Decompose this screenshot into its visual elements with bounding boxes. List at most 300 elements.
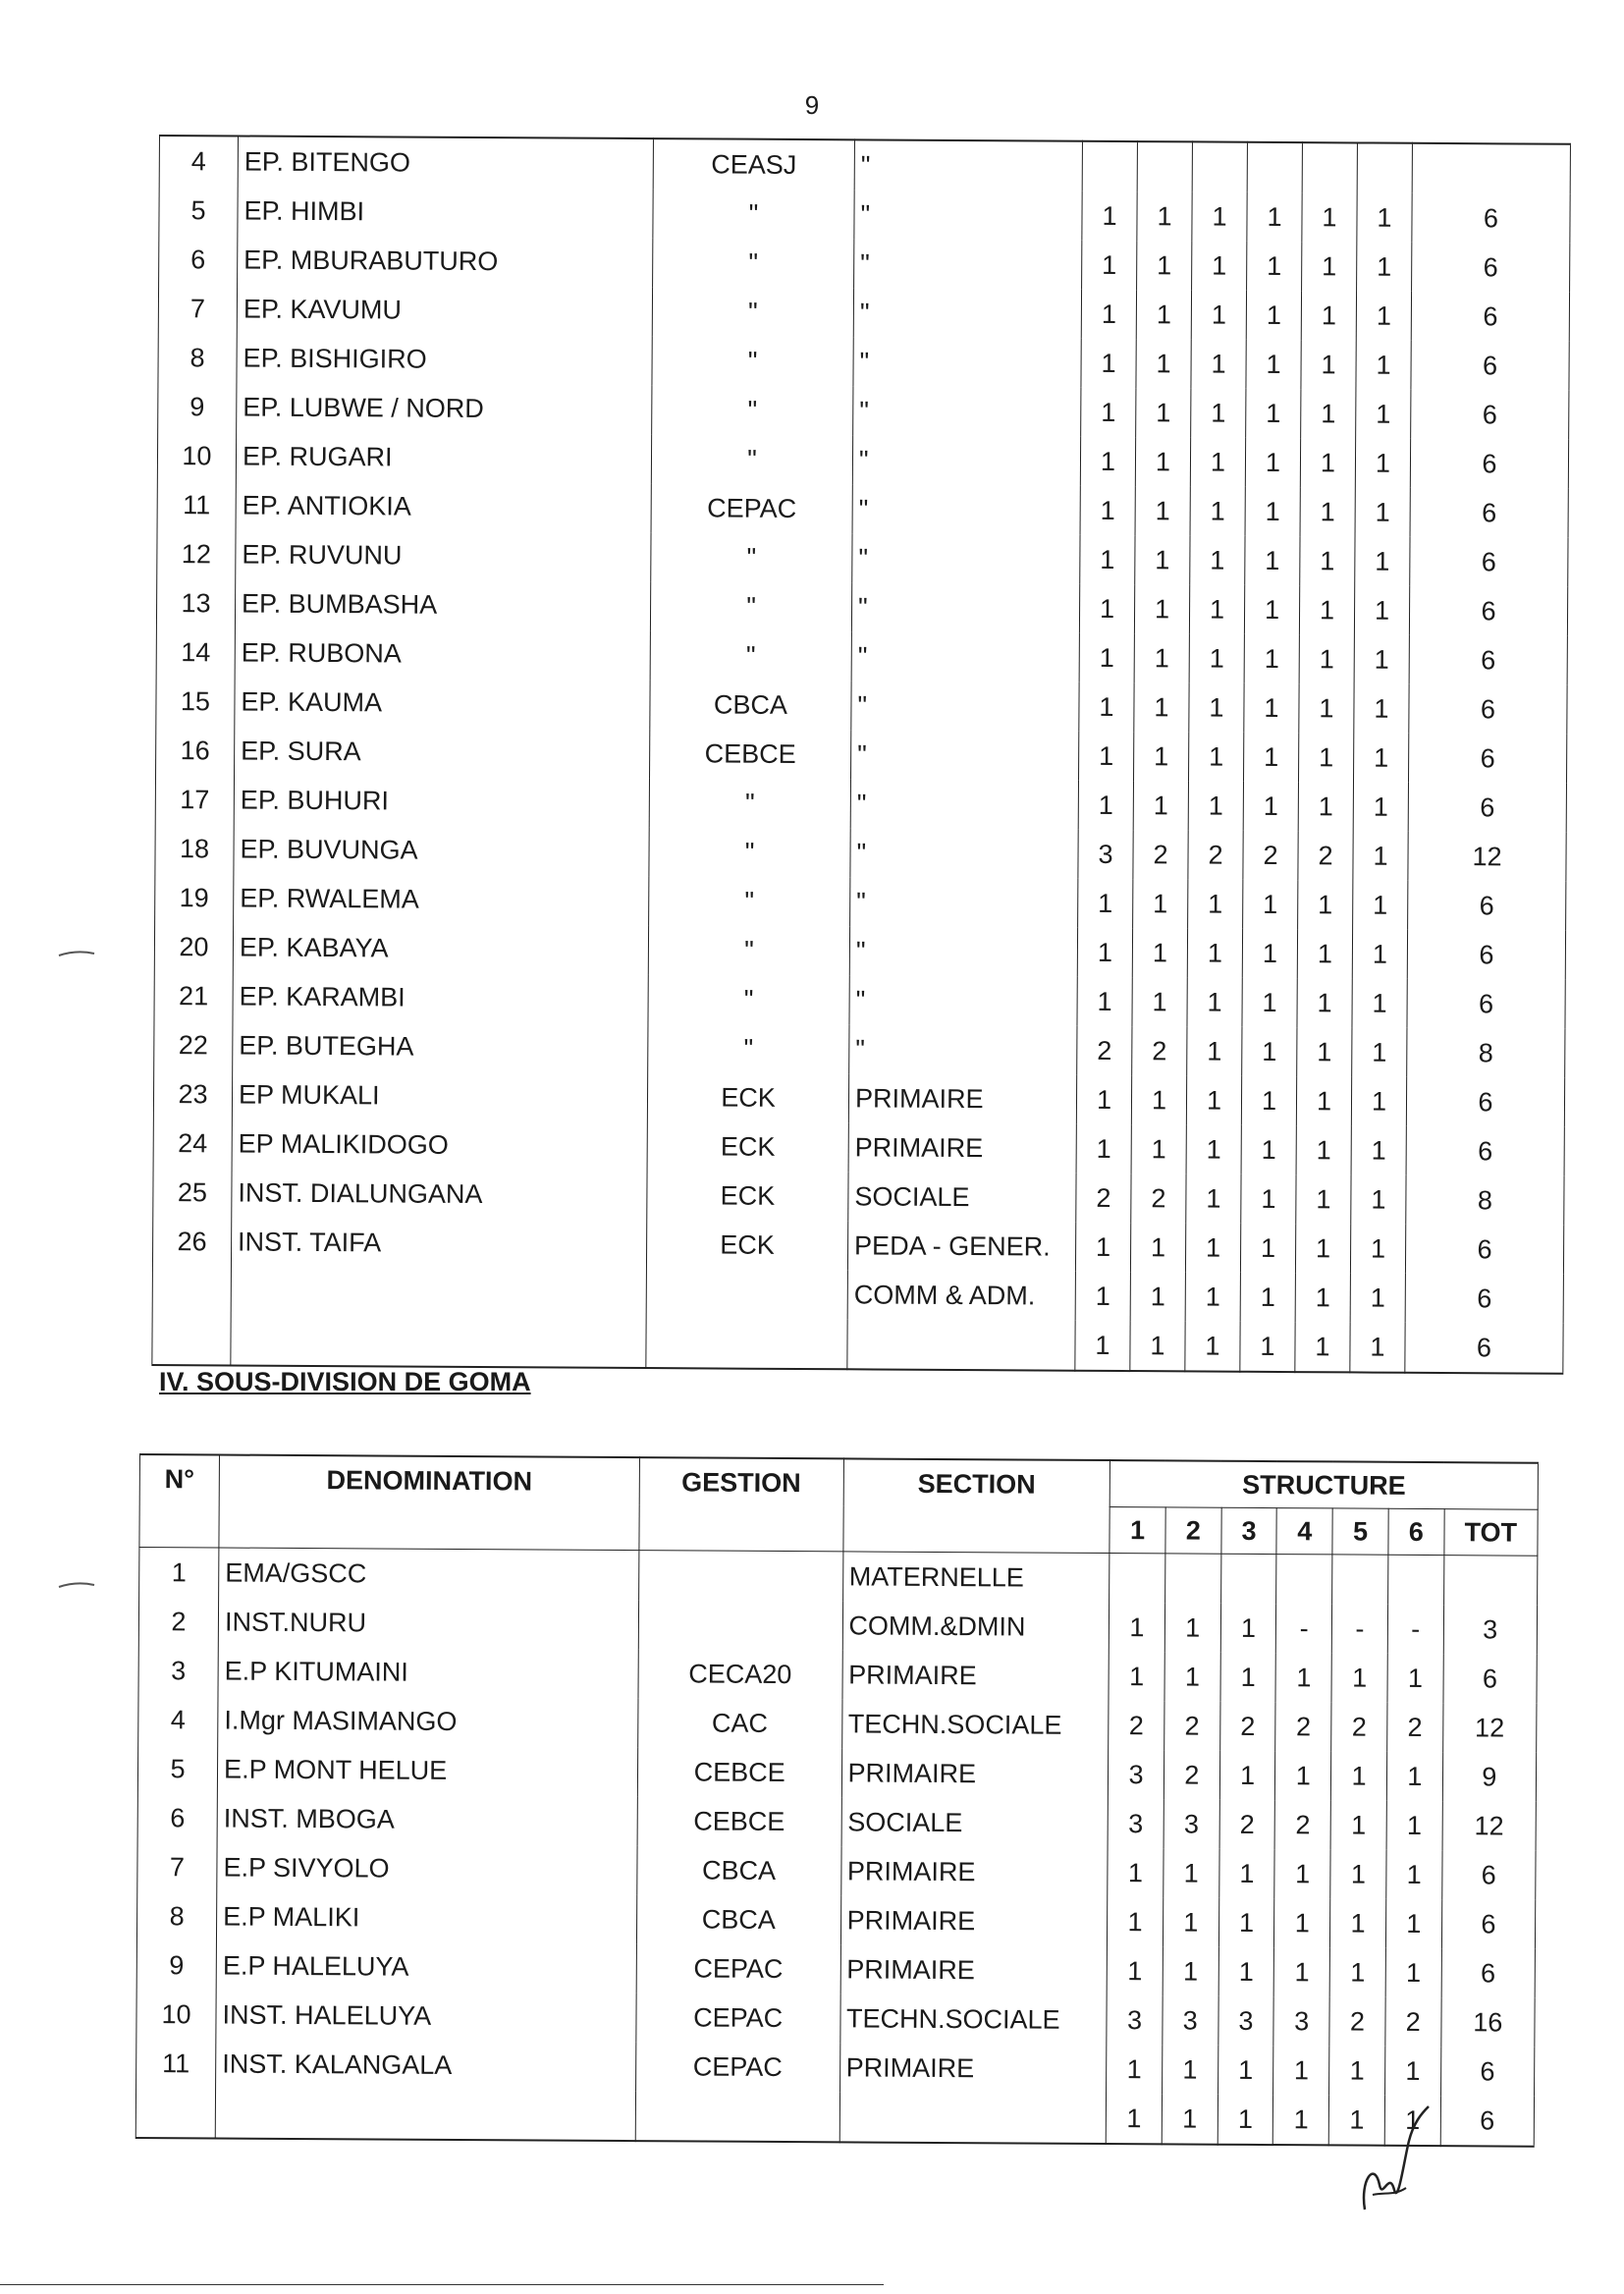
table-row bbox=[153, 1168, 1564, 1226]
table-row bbox=[152, 1315, 1563, 1374]
structure-year-6: - bbox=[1387, 1605, 1443, 1654]
row-number: 13 bbox=[156, 578, 235, 628]
section-cell: " bbox=[854, 239, 1082, 289]
structure-year-6: 1 bbox=[1352, 929, 1407, 978]
structure-year-4: 1 bbox=[1242, 1027, 1297, 1076]
structure-year-4: 1 bbox=[1274, 1849, 1330, 1898]
structure-year-1: 1 bbox=[1078, 732, 1133, 781]
structure-year-2: 1 bbox=[1136, 290, 1191, 339]
school-name: INST. TAIFA bbox=[231, 1217, 646, 1269]
table-row bbox=[137, 1842, 1536, 1900]
table-row bbox=[137, 1744, 1536, 1802]
header-col-4: 4 bbox=[1276, 1508, 1332, 1555]
table-row bbox=[156, 578, 1567, 636]
structure-year-3: 1 bbox=[1191, 290, 1246, 339]
table-row bbox=[136, 1940, 1535, 1998]
structure-year-5: 1 bbox=[1330, 1800, 1386, 1849]
structure-year-2: 3 bbox=[1163, 1995, 1218, 2045]
structure-year-1: 1 bbox=[1081, 339, 1136, 388]
school-name: EP. BUTEGHA bbox=[233, 1020, 648, 1072]
structure-total: 12 bbox=[1442, 1801, 1537, 1851]
section-cell: SOCIALE bbox=[848, 1172, 1076, 1222]
structure-year-1: 1 bbox=[1080, 535, 1135, 584]
structure-total: 6 bbox=[1407, 930, 1565, 980]
structure-year-4: - bbox=[1276, 1604, 1332, 1653]
structure-year-2: 1 bbox=[1134, 683, 1189, 732]
structure-total: 6 bbox=[1440, 2047, 1535, 2097]
structure-year-6: 1 bbox=[1350, 1224, 1405, 1273]
row-number: 10 bbox=[136, 1990, 216, 2039]
table-row bbox=[138, 1597, 1537, 1655]
row-number: 15 bbox=[156, 677, 235, 726]
structure-year-3: 1 bbox=[1188, 879, 1243, 928]
header-col-2: 2 bbox=[1165, 1507, 1221, 1554]
gestion-cell: CEBCE bbox=[650, 729, 851, 779]
school-name: EP. KARAMBI bbox=[233, 971, 648, 1023]
structure-year-4: 1 bbox=[1275, 1653, 1331, 1702]
row-number: 24 bbox=[153, 1119, 232, 1168]
school-name: INST.NURU bbox=[218, 1597, 638, 1649]
structure-year-2: 2 bbox=[1131, 1174, 1186, 1223]
structure-year-5: 1 bbox=[1298, 880, 1353, 929]
structure-year-6: 1 bbox=[1354, 683, 1409, 733]
structure-total: 6 bbox=[1443, 1654, 1538, 1704]
table-row bbox=[155, 824, 1566, 882]
row-number: 6 bbox=[137, 1793, 217, 1842]
structure-total: 6 bbox=[1412, 193, 1570, 244]
table-row bbox=[154, 1020, 1565, 1078]
school-name: EP. LUBWE / NORD bbox=[237, 382, 652, 434]
structure-year-5: 1 bbox=[1297, 929, 1352, 978]
structure-total: 9 bbox=[1442, 1752, 1537, 1802]
gestion-cell: " bbox=[652, 385, 853, 435]
structure-year-4: 1 bbox=[1242, 978, 1297, 1027]
school-name: EP. BUVUNGA bbox=[234, 824, 649, 876]
structure-year-5: 1 bbox=[1302, 192, 1357, 242]
structure-total: 16 bbox=[1440, 1997, 1535, 2048]
structure-year-2: 1 bbox=[1162, 2094, 1218, 2144]
row-number: 20 bbox=[154, 922, 233, 971]
structure-year-3: 1 bbox=[1220, 1604, 1276, 1653]
structure-year-2: 2 bbox=[1164, 1750, 1219, 1799]
section-cell: COMM & ADM. bbox=[847, 1270, 1075, 1320]
section-cell: PRIMAIRE bbox=[842, 1650, 1110, 1701]
school-name: INST. HALELUYA bbox=[216, 1990, 636, 2042]
structure-year-1: 1 bbox=[1082, 241, 1137, 290]
row-number: 1 bbox=[139, 1548, 219, 1598]
school-name: INST. DIALUNGANA bbox=[232, 1168, 647, 1220]
gestion-cell: " bbox=[653, 238, 854, 288]
row-number: 25 bbox=[153, 1168, 232, 1217]
section-cell: " bbox=[849, 1024, 1077, 1074]
structure-year-5: 1 bbox=[1295, 1224, 1350, 1273]
structure-year-5: 1 bbox=[1298, 782, 1353, 831]
structure-year-3: 1 bbox=[1190, 486, 1245, 535]
structure-year-6: 1 bbox=[1385, 1948, 1441, 1997]
section-cell: " bbox=[850, 828, 1078, 878]
table-row bbox=[159, 186, 1570, 244]
structure-year-1: 1 bbox=[1080, 437, 1135, 486]
structure-year-1: 3 bbox=[1078, 830, 1133, 879]
structure-year-1: 1 bbox=[1078, 879, 1133, 928]
structure-year-3 bbox=[1220, 1554, 1276, 1604]
structure-year-2: 1 bbox=[1135, 535, 1190, 584]
structure-year-6: 1 bbox=[1352, 1027, 1407, 1076]
row-number: 11 bbox=[157, 480, 236, 529]
school-name: EP. RUBONA bbox=[235, 628, 650, 680]
structure-total: 6 bbox=[1405, 1225, 1563, 1275]
structure-year-1: 2 bbox=[1109, 1701, 1164, 1750]
structure-total: 6 bbox=[1410, 439, 1568, 489]
structure-year-3: 1 bbox=[1189, 584, 1244, 633]
structure-year-1: 1 bbox=[1107, 1946, 1163, 1995]
goma-schools-table bbox=[135, 1453, 1539, 2148]
structure-year-4: 1 bbox=[1244, 585, 1299, 634]
structure-year-3 bbox=[1192, 141, 1247, 191]
structure-year-6: 1 bbox=[1353, 880, 1408, 929]
row-number: 14 bbox=[156, 628, 235, 677]
structure-year-2: 1 bbox=[1134, 633, 1189, 683]
table-row bbox=[154, 971, 1565, 1029]
structure-year-2: 1 bbox=[1130, 1321, 1185, 1371]
gestion-cell bbox=[646, 1269, 847, 1319]
structure-year-6: 1 bbox=[1351, 1125, 1406, 1174]
structure-year-1: 1 bbox=[1076, 1124, 1131, 1174]
structure-year-2: 1 bbox=[1162, 2045, 1218, 2094]
structure-total: 8 bbox=[1407, 1028, 1565, 1078]
header-section: SECTION bbox=[842, 1458, 1110, 1553]
table-row bbox=[158, 382, 1569, 440]
structure-year-4: 1 bbox=[1246, 340, 1301, 389]
structure-year-3: 2 bbox=[1188, 830, 1243, 879]
structure-year-2: 1 bbox=[1136, 339, 1191, 388]
gestion-cell: " bbox=[652, 336, 853, 386]
table-row bbox=[159, 235, 1570, 293]
structure-year-4: 1 bbox=[1242, 929, 1297, 978]
signature-mark bbox=[1355, 2102, 1434, 2219]
school-name: I.Mgr MASIMANGO bbox=[218, 1695, 638, 1747]
structure-year-6: 2 bbox=[1387, 1703, 1443, 1752]
structure-total: 6 bbox=[1406, 1077, 1564, 1127]
structure-year-4: 1 bbox=[1273, 2095, 1329, 2145]
school-name: EP. MBURABUTURO bbox=[238, 235, 653, 287]
table-row bbox=[137, 1793, 1536, 1851]
section-cell: PEDA - GENER. bbox=[847, 1221, 1075, 1271]
section-cell: PRIMAIRE bbox=[848, 1122, 1076, 1173]
structure-year-5: - bbox=[1331, 1604, 1387, 1653]
structure-total: 6 bbox=[1440, 2096, 1535, 2147]
row-number: 11 bbox=[136, 2039, 216, 2088]
structure-year-6: 1 bbox=[1384, 2096, 1440, 2146]
structure-year-3: 1 bbox=[1218, 2095, 1273, 2145]
section-cell: " bbox=[851, 730, 1079, 780]
structure-total: 6 bbox=[1405, 1274, 1563, 1324]
structure-total: 6 bbox=[1408, 881, 1566, 931]
structure-year-3: 2 bbox=[1219, 1702, 1275, 1751]
row-number: 5 bbox=[137, 1744, 217, 1793]
structure-year-3: 1 bbox=[1185, 1223, 1240, 1272]
section-cell: " bbox=[854, 139, 1082, 191]
structure-year-5: 1 bbox=[1299, 634, 1354, 683]
structure-total: 6 bbox=[1407, 979, 1565, 1029]
gestion-cell: " bbox=[649, 827, 850, 877]
school-name: EP. HIMBI bbox=[238, 186, 653, 238]
structure-year-1: 1 bbox=[1075, 1272, 1130, 1321]
structure-year-3: 1 bbox=[1220, 1653, 1276, 1702]
structure-year-5: 2 bbox=[1331, 1702, 1387, 1751]
section-cell: " bbox=[851, 681, 1079, 731]
schools-table-continued bbox=[151, 135, 1571, 1375]
structure-year-3: 1 bbox=[1186, 1174, 1241, 1223]
table-header bbox=[139, 1454, 1539, 1556]
table-row bbox=[136, 1990, 1535, 2048]
school-name: EP. KAUMA bbox=[235, 677, 650, 729]
row-number: 18 bbox=[155, 824, 234, 873]
structure-year-3: 1 bbox=[1185, 1272, 1240, 1321]
structure-total: 8 bbox=[1406, 1175, 1564, 1226]
structure-total: 6 bbox=[1409, 684, 1567, 735]
structure-year-4: 1 bbox=[1273, 2046, 1329, 2095]
structure-year-6: 1 bbox=[1355, 536, 1410, 585]
structure-total: 6 bbox=[1409, 635, 1567, 685]
table-row bbox=[152, 1217, 1563, 1275]
structure-year-3: 1 bbox=[1218, 2046, 1273, 2095]
school-name bbox=[231, 1315, 646, 1368]
structure-year-5: 1 bbox=[1301, 340, 1356, 389]
structure-year-6: 1 bbox=[1386, 1850, 1442, 1899]
table-row bbox=[159, 136, 1570, 194]
structure-year-6: 1 bbox=[1386, 1801, 1442, 1850]
structure-year-2: 1 bbox=[1130, 1272, 1185, 1321]
gestion-cell: CECA20 bbox=[638, 1649, 842, 1699]
structure-year-3: 1 bbox=[1218, 1849, 1274, 1898]
section-cell: " bbox=[852, 484, 1080, 534]
structure-year-1: 1 bbox=[1109, 1652, 1164, 1701]
structure-year-4: 1 bbox=[1244, 683, 1299, 733]
gestion-cell: ECK bbox=[647, 1171, 848, 1221]
school-name: E.P HALELUYA bbox=[216, 1940, 636, 1993]
structure-year-4: 1 bbox=[1240, 1322, 1295, 1372]
school-name: E.P MALIKI bbox=[217, 1891, 637, 1943]
structure-year-4: 1 bbox=[1245, 536, 1300, 585]
school-name: EP. SURA bbox=[235, 726, 650, 778]
structure-year-6: 1 bbox=[1354, 585, 1409, 634]
structure-year-6: 1 bbox=[1353, 782, 1408, 831]
table-row bbox=[155, 873, 1566, 931]
school-name: EP. BUHURI bbox=[234, 775, 649, 827]
structure-year-5: 1 bbox=[1300, 536, 1355, 585]
page-number: 9 bbox=[804, 90, 820, 120]
structure-year-5: 1 bbox=[1295, 1322, 1350, 1372]
gestion-cell: " bbox=[652, 287, 853, 337]
gestion-cell: CAC bbox=[637, 1698, 841, 1748]
row-number: 23 bbox=[153, 1069, 232, 1119]
row-number: 6 bbox=[159, 235, 238, 284]
structure-year-2: 1 bbox=[1163, 1946, 1218, 1995]
row-number: 2 bbox=[138, 1597, 218, 1646]
scan-mark bbox=[57, 948, 96, 959]
structure-year-5: 1 bbox=[1329, 1947, 1385, 1996]
table-row bbox=[136, 2039, 1535, 2097]
row-number bbox=[152, 1266, 231, 1315]
structure-year-2: 1 bbox=[1163, 1897, 1218, 1946]
section-cell: " bbox=[852, 435, 1080, 485]
structure-year-1: 1 bbox=[1108, 1848, 1164, 1897]
structure-year-3: 3 bbox=[1218, 1996, 1273, 2046]
header-col-3: 3 bbox=[1221, 1507, 1277, 1554]
structure-total: 6 bbox=[1411, 292, 1569, 342]
structure-year-3: 1 bbox=[1187, 977, 1242, 1026]
structure-year-1: 3 bbox=[1107, 1995, 1163, 2045]
structure-year-1 bbox=[1110, 1554, 1165, 1604]
structure-year-1: 1 bbox=[1080, 486, 1135, 535]
structure-year-3: 1 bbox=[1219, 1751, 1275, 1800]
bottom-rule bbox=[0, 2284, 884, 2285]
structure-year-4: 1 bbox=[1244, 634, 1299, 683]
gestion-cell: " bbox=[648, 925, 849, 975]
row-number: 9 bbox=[136, 1940, 216, 1990]
structure-year-4: 1 bbox=[1246, 389, 1301, 438]
structure-year-5: 1 bbox=[1328, 2095, 1384, 2145]
structure-year-3: 1 bbox=[1185, 1321, 1240, 1371]
gestion-cell: " bbox=[649, 778, 850, 828]
table-row bbox=[152, 1266, 1563, 1324]
row-number bbox=[152, 1315, 231, 1365]
structure-year-6: 1 bbox=[1356, 340, 1411, 389]
structure-year-6: 1 bbox=[1357, 242, 1412, 291]
school-name: E.P KITUMAINI bbox=[218, 1646, 638, 1698]
structure-year-6: 1 bbox=[1355, 487, 1410, 536]
table-row bbox=[138, 1695, 1537, 1753]
section-cell: PRIMAIRE bbox=[840, 1895, 1108, 1946]
section-cell: " bbox=[850, 779, 1078, 829]
structure-year-1: 1 bbox=[1075, 1223, 1130, 1272]
structure-year-4: 2 bbox=[1243, 831, 1298, 880]
structure-year-3: 1 bbox=[1189, 633, 1244, 683]
table-row bbox=[156, 677, 1567, 735]
row-number: 9 bbox=[158, 382, 237, 431]
structure-year-3: 1 bbox=[1191, 339, 1246, 388]
structure-year-2: 1 bbox=[1133, 781, 1188, 830]
structure-year-3: 1 bbox=[1218, 1898, 1274, 1947]
structure-year-3: 1 bbox=[1218, 1947, 1274, 1996]
structure-year-1: 1 bbox=[1108, 1897, 1164, 1946]
table-row bbox=[155, 775, 1566, 833]
structure-year-4: 1 bbox=[1240, 1224, 1295, 1273]
structure-year-2: 3 bbox=[1164, 1799, 1219, 1848]
structure-year-5: 1 bbox=[1330, 1849, 1386, 1898]
structure-year-4: 1 bbox=[1241, 1076, 1296, 1125]
school-name: E.P SIVYOLO bbox=[217, 1842, 637, 1894]
row-number: 26 bbox=[152, 1217, 231, 1266]
structure-year-1: 1 bbox=[1079, 633, 1134, 683]
gestion-cell: CEPAC bbox=[636, 1993, 840, 2043]
section-cell: " bbox=[854, 190, 1082, 240]
structure-year-5: 1 bbox=[1301, 291, 1356, 340]
structure-year-1: 1 bbox=[1081, 290, 1136, 339]
row-number: 7 bbox=[158, 284, 237, 333]
row-number: 10 bbox=[157, 431, 236, 480]
gestion-cell: CEBCE bbox=[637, 1796, 841, 1846]
structure-year-5 bbox=[1302, 142, 1357, 192]
scan-mark bbox=[57, 1579, 96, 1591]
structure-year-6: 1 bbox=[1353, 733, 1408, 782]
header-structure: STRUCTURE bbox=[1110, 1460, 1538, 1509]
structure-year-2: 1 bbox=[1164, 1848, 1219, 1897]
structure-year-2 bbox=[1164, 1554, 1220, 1604]
structure-total: 6 bbox=[1412, 243, 1570, 293]
structure-year-4: 1 bbox=[1274, 1898, 1330, 1947]
structure-year-2: 1 bbox=[1137, 241, 1192, 290]
structure-year-1: 1 bbox=[1076, 1075, 1131, 1124]
structure-year-1: 1 bbox=[1109, 1603, 1164, 1652]
structure-total: 12 bbox=[1408, 832, 1566, 882]
school-name: EP. RUGARI bbox=[236, 431, 651, 483]
structure-year-3: 1 bbox=[1188, 781, 1243, 830]
gestion-cell: CBCA bbox=[636, 1894, 840, 1944]
school-name: EP. RUVUNU bbox=[236, 529, 651, 581]
structure-year-5: 1 bbox=[1301, 389, 1356, 438]
gestion-cell bbox=[638, 1551, 842, 1602]
structure-year-6: 1 bbox=[1353, 831, 1408, 880]
structure-year-4: 2 bbox=[1275, 1702, 1331, 1751]
gestion-cell bbox=[635, 2091, 839, 2142]
header-col-1: 1 bbox=[1110, 1507, 1165, 1554]
section-cell: " bbox=[851, 582, 1079, 632]
structure-year-5: 1 bbox=[1331, 1751, 1387, 1800]
structure-year-6: 1 bbox=[1351, 1174, 1406, 1224]
gestion-cell: ECK bbox=[647, 1121, 848, 1172]
structure-year-4: 1 bbox=[1243, 733, 1298, 782]
structure-year-3: 1 bbox=[1191, 388, 1246, 437]
structure-year-3: 2 bbox=[1219, 1800, 1275, 1849]
structure-year-6: 1 bbox=[1351, 1076, 1406, 1125]
structure-year-3: 1 bbox=[1188, 732, 1243, 781]
structure-year-5: 1 bbox=[1330, 1898, 1386, 1947]
structure-year-2: 2 bbox=[1133, 830, 1188, 879]
structure-total: 6 bbox=[1408, 783, 1566, 833]
structure-total: 6 bbox=[1441, 1899, 1536, 1949]
section-cell: " bbox=[849, 975, 1077, 1025]
structure-year-6: 1 bbox=[1384, 2047, 1440, 2096]
structure-year-1: 1 bbox=[1078, 781, 1133, 830]
row-number: 3 bbox=[138, 1646, 218, 1695]
structure-year-5: 1 bbox=[1297, 978, 1352, 1027]
structure-year-4: 1 bbox=[1247, 192, 1302, 242]
structure-year-5: 1 bbox=[1296, 1125, 1351, 1174]
structure-year-1: 2 bbox=[1077, 1026, 1132, 1075]
structure-year-3: 1 bbox=[1190, 535, 1245, 584]
structure-year-6: 1 bbox=[1357, 192, 1412, 242]
gestion-cell: " bbox=[648, 1023, 849, 1073]
gestion-cell: " bbox=[648, 974, 849, 1024]
gestion-cell: CBCA bbox=[637, 1845, 841, 1895]
structure-total: 6 bbox=[1409, 586, 1567, 636]
structure-year-6 bbox=[1387, 1555, 1443, 1605]
structure-year-2: 1 bbox=[1131, 1075, 1186, 1124]
structure-year-1: 1 bbox=[1077, 977, 1132, 1026]
table-row bbox=[138, 1646, 1537, 1704]
structure-year-2: 1 bbox=[1133, 732, 1188, 781]
school-name: EP MUKALI bbox=[232, 1069, 647, 1121]
structure-year-2: 1 bbox=[1131, 1124, 1186, 1174]
gestion-cell: " bbox=[650, 581, 851, 631]
structure-year-4: 1 bbox=[1275, 1751, 1331, 1800]
structure-year-6: 1 bbox=[1352, 978, 1407, 1027]
gestion-cell: " bbox=[650, 630, 851, 681]
structure-year-6: 1 bbox=[1356, 291, 1411, 340]
structure-year-4 bbox=[1247, 142, 1302, 192]
